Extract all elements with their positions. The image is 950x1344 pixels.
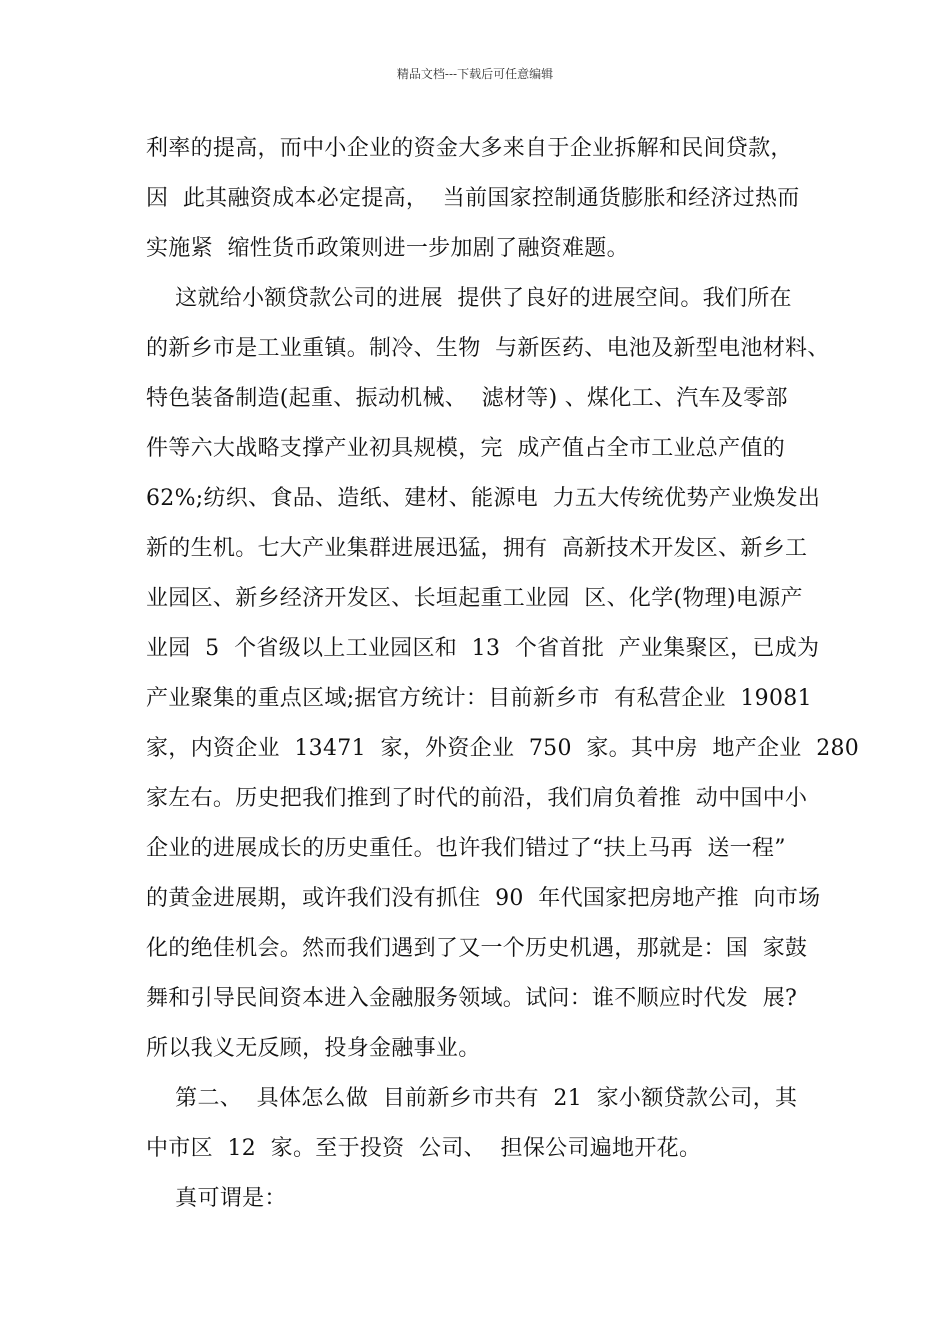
text-line: 业园 5 个省级以上工业园区和 13 个省首批 产业集聚区，已成为 bbox=[146, 636, 820, 661]
text-line: 家，内资企业 13471 家，外资企业 750 家。其中房 地产企业 280 bbox=[146, 736, 860, 761]
paragraph-3 bbox=[146, 1078, 826, 1178]
text-line: 家左右。历史把我们推到了时代的前沿，我们肩负着推 动中国中小 bbox=[146, 786, 808, 811]
paragraph-1 bbox=[146, 128, 826, 278]
text-line: 利率的提高，而中小企业的资金大多来自于企业拆解和民间贷款， bbox=[146, 136, 793, 161]
text-line: 62%;纺织、食品、造纸、建材、能源电 力五大传统优势产业焕发出 bbox=[146, 486, 821, 511]
text-line: 业园区、新乡经济开发区、长垣起重工业园 区、化学(物理)电源产 bbox=[146, 586, 803, 611]
text-line: 的新乡市是工业重镇。制冷、生物 与新医药、电池及新型电池材料、 bbox=[146, 336, 830, 361]
text-line: 的黄金进展期，或许我们没有抓住 90 年代国家把房地产推 向市场 bbox=[146, 886, 821, 911]
text-line: 第二、 具体怎么做 目前新乡市共有 21 家小额贷款公司，其 bbox=[146, 1086, 798, 1111]
text-line: 新的生机。七大产业集群进展迅猛，拥有 高新技术开发区、新乡工 bbox=[146, 536, 808, 561]
text-line: 所以我义无反顾，投身金融事业。 bbox=[146, 1036, 481, 1061]
paragraph-2 bbox=[146, 278, 860, 1078]
text-line: 舞和引导民间资本进入金融服务领域。试问：谁不顺应时代发 展? bbox=[146, 986, 798, 1011]
text-line: 企业的进展成长的历史重任。也许我们错过了“扶上马再 送一程” bbox=[146, 836, 786, 861]
text-line: 因 此其融资成本必定提高， 当前国家控制通货膨胀和经济过热而 bbox=[146, 186, 800, 211]
text-line: 实施紧 缩性货币政策则进一步加剧了融资难题。 bbox=[146, 236, 629, 261]
page-header: 精品文档---下载后可任意编辑 bbox=[396, 67, 554, 81]
text-line: 真可谓是： bbox=[146, 1186, 287, 1211]
text-line: 特色装备制造(起重、振动机械、 滤材等) 、煤化工、汽车及零部 bbox=[146, 386, 788, 411]
text-line: 件等六大战略支撑产业初具规模，完 成产值占全市工业总产值的 bbox=[146, 436, 785, 461]
text-line: 这就给小额贷款公司的进展 提供了良好的进展空间。我们所在 bbox=[146, 286, 792, 311]
text-line: 化的绝佳机会。然而我们遇到了又一个历史机遇，那就是：国 家鼓 bbox=[146, 936, 808, 961]
text-line: 中市区 12 家。至于投资 公司、 担保公司遍地开花。 bbox=[146, 1136, 702, 1161]
text-line: 产业聚集的重点区域;据官方统计：目前新乡市 有私营企业 19081 bbox=[146, 686, 812, 711]
paragraph-4 bbox=[146, 1178, 826, 1228]
document-body bbox=[146, 128, 860, 1228]
